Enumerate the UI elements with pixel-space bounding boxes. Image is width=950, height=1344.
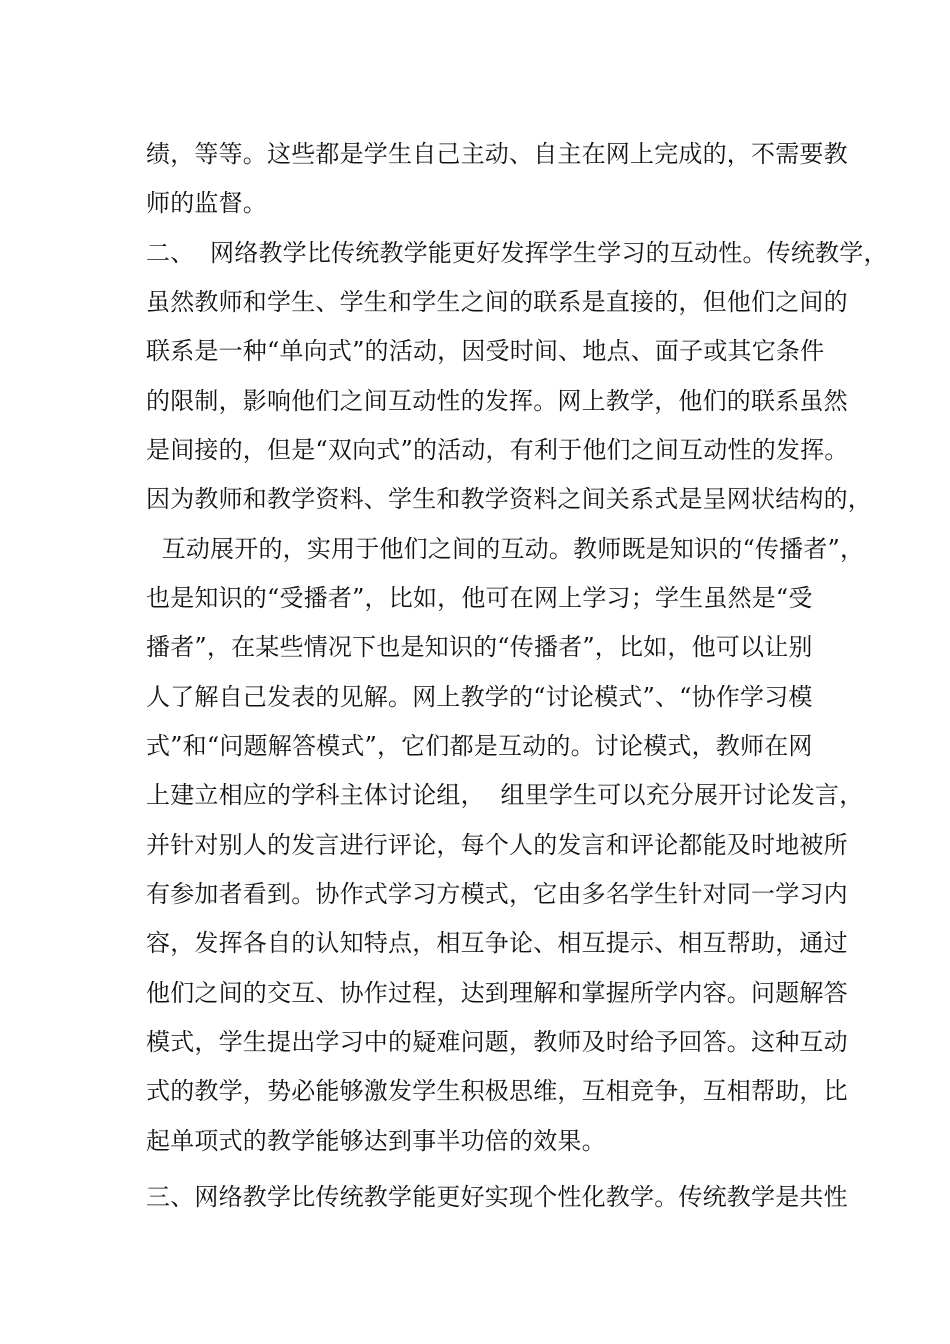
text-line: 二、 网络教学比传统教学能更好发挥学生学习的互动性。传统教学， [146, 239, 888, 267]
text-line: 式”和“问题解答模式”，它们都是互动的。讨论模式，教师在网 [146, 732, 813, 760]
text-line: 三、网络教学比传统教学能更好实现个性化教学。传统教学是共性 [146, 1183, 848, 1211]
text-line: 上建立相应的学科主体讨论组， 组里学生可以充分展开讨论发言， [146, 781, 864, 809]
text-line: 播者”，在某些情况下也是知识的“传播者”，比如，他可以让别 [146, 633, 813, 661]
text-line: 绩，等等。这些都是学生自己主动、自主在网上完成的，不需要教 [146, 140, 848, 168]
text-line: 人了解自己发表的见解。网上教学的“讨论模式”、“协作学习模 [146, 683, 813, 711]
text-line: 的限制，影响他们之间互动性的发挥。网上教学，他们的联系虽然 [146, 387, 848, 415]
text-line: 因为教师和教学资料、学生和教学资料之间关系式是呈网状结构的， [146, 485, 872, 513]
text-line: 联系是一种“单向式”的活动，因受时间、地点、面子或其它条件 [146, 337, 825, 365]
text-line: 虽然教师和学生、学生和学生之间的联系是直接的，但他们之间的 [146, 288, 848, 316]
text-line: 式的教学，势必能够激发学生积极思维，互相竞争，互相帮助，比 [146, 1077, 848, 1105]
text-line: 起单项式的教学能够达到事半功倍的效果。 [146, 1127, 606, 1155]
text-line: 师的监督。 [146, 189, 267, 217]
text-line: 并针对别人的发言进行评论，每个人的发言和评论都能及时地被所 [146, 831, 848, 859]
text-line: 也是知识的“受播者”，比如，他可在网上学习；学生虽然是“受 [146, 584, 813, 612]
text-line: 他们之间的交互、协作过程，达到理解和掌握所学内容。问题解答 [146, 979, 848, 1007]
text-line: 是间接的，但是“双向式”的活动，有利于他们之间互动性的发挥。 [146, 436, 849, 464]
text-line: 有参加者看到。协作式学习方模式，它由多名学生针对同一学习内 [146, 880, 848, 908]
text-line: 互动展开的，实用于他们之间的互动。教师既是知识的“传播者”， [146, 535, 865, 563]
text-line: 容，发挥各自的认知特点，相互争论、相互提示、相互帮助，通过 [146, 929, 848, 957]
text-line: 模式，学生提出学习中的疑难问题，教师及时给予回答。这种互动 [146, 1028, 848, 1056]
